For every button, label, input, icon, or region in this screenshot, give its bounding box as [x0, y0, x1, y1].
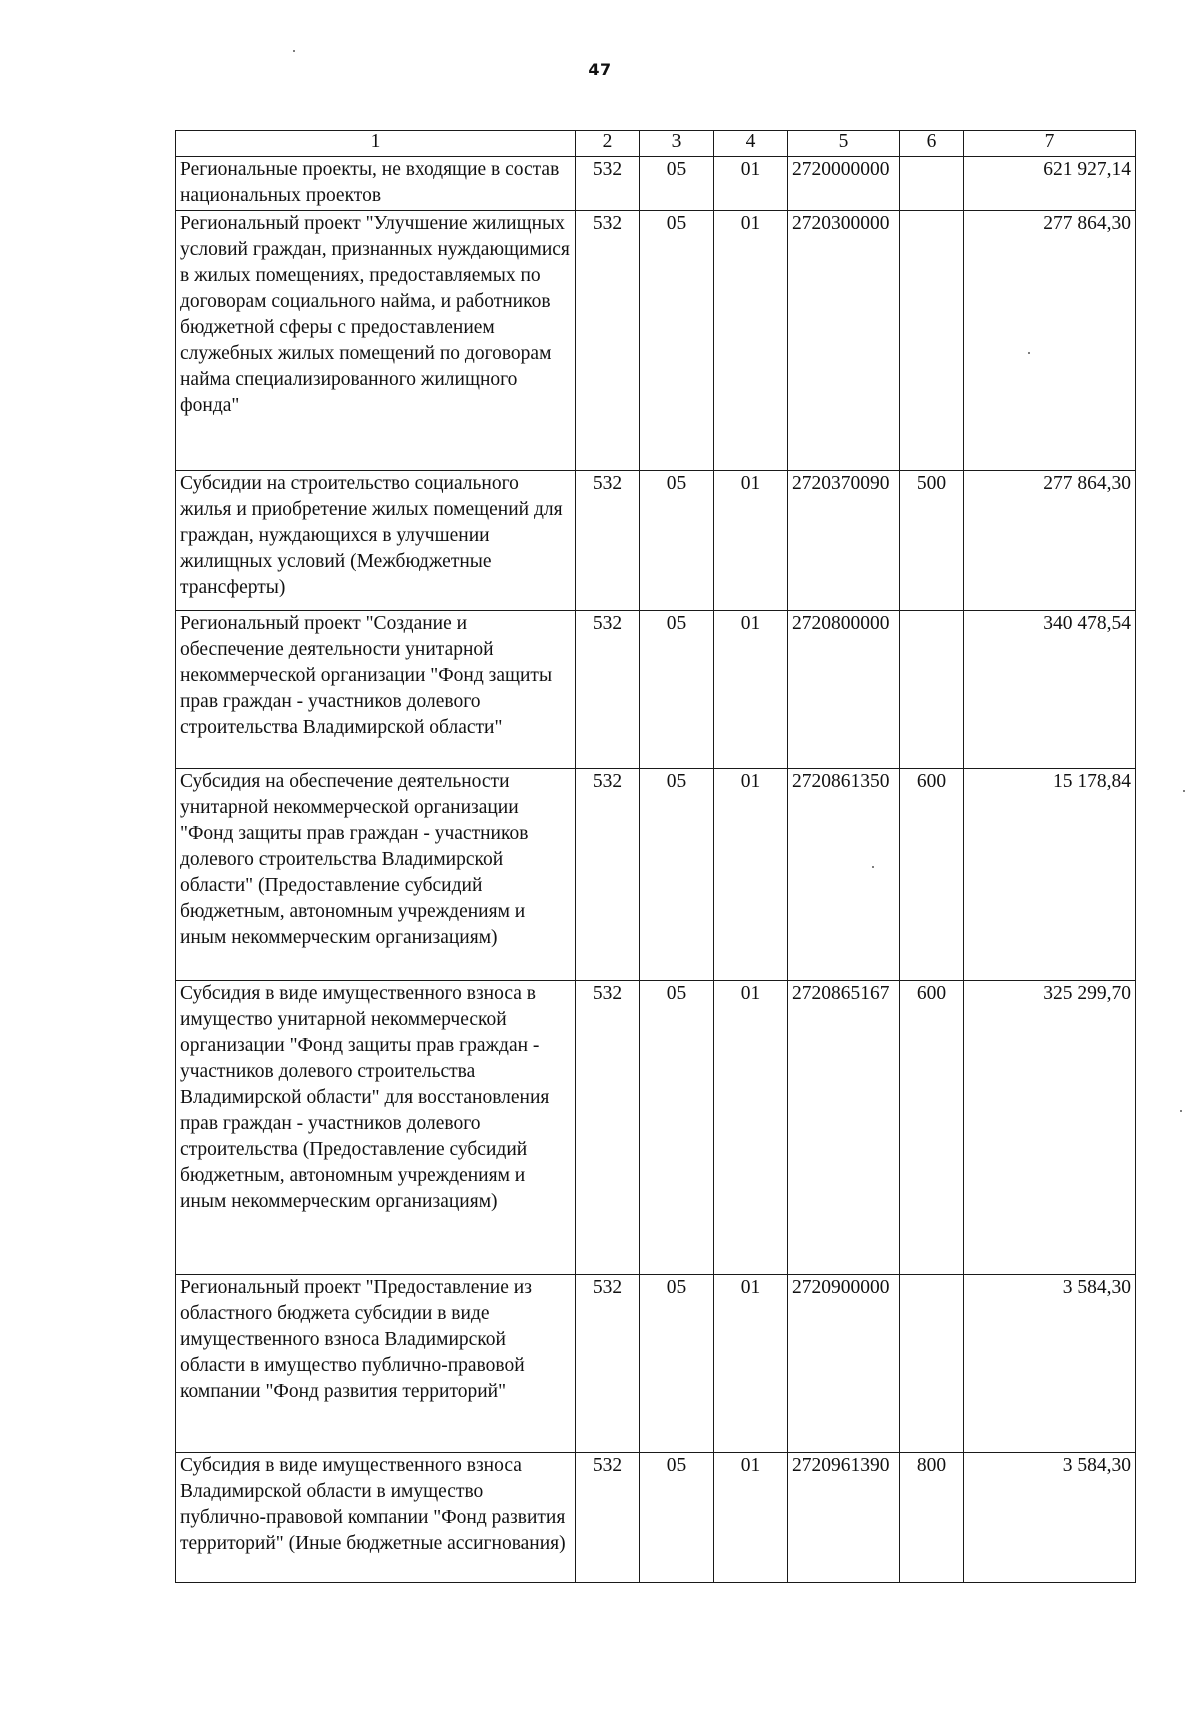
- row-amount: 3 584,30: [964, 1453, 1136, 1583]
- column-header: 4: [714, 131, 788, 157]
- row-section: 05: [640, 157, 714, 211]
- table-row: [176, 769, 1136, 981]
- row-description: Региональный проект "Улучшение жилищных условий граждан, признанных нуждающимися в жилых помещениях, предоставляемых по договорам социального найма, и работников бюджетной сферы с предоставлением служебных жилых помещений по договорам найма специализированного жилищного фонда": [176, 211, 576, 471]
- row-amount: 3 584,30: [964, 1275, 1136, 1453]
- row-admin-code: 532: [576, 211, 640, 471]
- row-description: Субсидии на строительство социального жилья и приобретение жилых помещений для граждан, нуждающихся в улучшении жилищных условий (Межбюджетные трансферты): [176, 471, 576, 611]
- row-target-code: 2720900000: [788, 1275, 900, 1453]
- row-expense-type: [900, 211, 964, 471]
- row-subsection: 01: [714, 1453, 788, 1583]
- row-subsection: 01: [714, 769, 788, 981]
- table-row: [176, 1453, 1136, 1583]
- row-admin-code: 532: [576, 611, 640, 769]
- row-section: 05: [640, 1453, 714, 1583]
- row-description: Региональные проекты, не входящие в состав национальных проектов: [176, 157, 576, 211]
- row-amount: 340 478,54: [964, 611, 1136, 769]
- row-target-code: 2720865167: [788, 981, 900, 1275]
- row-target-code: 2720370090: [788, 471, 900, 611]
- column-header: 3: [640, 131, 714, 157]
- row-subsection: 01: [714, 157, 788, 211]
- row-subsection: 01: [714, 471, 788, 611]
- row-section: 05: [640, 611, 714, 769]
- scan-speck: [293, 50, 295, 52]
- row-description: Региональный проект "Предоставление из областного бюджета субсидии в виде имущественного взноса Владимирской области в имущество публично-правовой компании "Фонд развития территорий": [176, 1275, 576, 1453]
- page-number: 47: [588, 60, 612, 79]
- row-subsection: 01: [714, 1275, 788, 1453]
- row-subsection: 01: [714, 211, 788, 471]
- row-amount: 277 864,30: [964, 211, 1136, 471]
- row-description: Субсидия в виде имущественного взноса в имущество унитарной некоммерческой организации "Фонд защиты прав граждан - участников долевого строительства Владимирской области" для восстановления прав граждан - участников долевого строительства (Предоставление субсидий бюджетным, автономным учреждениям и иным некоммерческим организациям): [176, 981, 576, 1275]
- budget-table: [175, 130, 1136, 1583]
- column-header: 1: [176, 131, 576, 157]
- row-section: 05: [640, 981, 714, 1275]
- row-admin-code: 532: [576, 1275, 640, 1453]
- table-row: [176, 211, 1136, 471]
- table-row: [176, 981, 1136, 1275]
- row-admin-code: 532: [576, 1453, 640, 1583]
- row-target-code: 2720961390: [788, 1453, 900, 1583]
- table-row: [176, 157, 1136, 211]
- row-section: 05: [640, 1275, 714, 1453]
- column-header: 7: [964, 131, 1136, 157]
- row-expense-type: [900, 1275, 964, 1453]
- row-description: Субсидия в виде имущественного взноса Владимирской области в имущество публично-правовой компании "Фонд развития территорий" (Иные бюджетные ассигнования): [176, 1453, 576, 1583]
- scan-speck: [872, 866, 874, 868]
- table-row: [176, 611, 1136, 769]
- row-admin-code: 532: [576, 157, 640, 211]
- column-header: 6: [900, 131, 964, 157]
- row-section: 05: [640, 769, 714, 981]
- row-expense-type: 500: [900, 471, 964, 611]
- row-amount: 15 178,84: [964, 769, 1136, 981]
- row-section: 05: [640, 211, 714, 471]
- row-expense-type: 800: [900, 1453, 964, 1583]
- table-row: [176, 1275, 1136, 1453]
- row-target-code: 2720000000: [788, 157, 900, 211]
- row-expense-type: [900, 157, 964, 211]
- row-admin-code: 532: [576, 981, 640, 1275]
- table-row: [176, 471, 1136, 611]
- scan-speck: [1028, 352, 1030, 354]
- row-expense-type: [900, 611, 964, 769]
- row-admin-code: 532: [576, 471, 640, 611]
- row-expense-type: 600: [900, 981, 964, 1275]
- scan-speck: [1180, 1110, 1182, 1112]
- row-description: Субсидия на обеспечение деятельности унитарной некоммерческой организации "Фонд защиты прав граждан - участников долевого строительства Владимирской области" (Предоставление субсидий бюджетным, автономным учреждениям и иным некоммерческим организациям): [176, 769, 576, 981]
- column-header: 5: [788, 131, 900, 157]
- row-expense-type: 600: [900, 769, 964, 981]
- header-row: [176, 131, 1136, 157]
- row-subsection: 01: [714, 981, 788, 1275]
- row-target-code: 2720800000: [788, 611, 900, 769]
- row-description: Региональный проект "Создание и обеспечение деятельности унитарной некоммерческой организации "Фонд защиты прав граждан - участников долевого строительства Владимирской области": [176, 611, 576, 769]
- row-admin-code: 532: [576, 769, 640, 981]
- column-header: 2: [576, 131, 640, 157]
- row-amount: 621 927,14: [964, 157, 1136, 211]
- row-target-code: 2720861350: [788, 769, 900, 981]
- scan-speck: [1183, 790, 1185, 792]
- row-section: 05: [640, 471, 714, 611]
- row-subsection: 01: [714, 611, 788, 769]
- row-amount: 325 299,70: [964, 981, 1136, 1275]
- row-target-code: 2720300000: [788, 211, 900, 471]
- row-amount: 277 864,30: [964, 471, 1136, 611]
